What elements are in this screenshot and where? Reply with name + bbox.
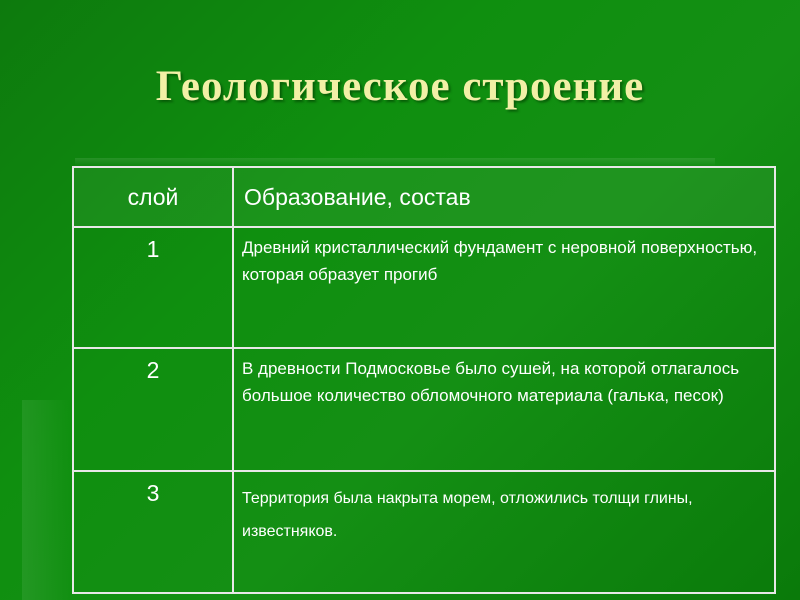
header-formation: Образование, состав	[233, 167, 775, 227]
layer-number: 2	[73, 348, 233, 471]
table-header-row	[73, 167, 775, 227]
layer-description: В древности Подмосковье было сушей, на которой отлагалось большое количество обломочного материала (галька, песок)	[233, 348, 775, 471]
table-row	[73, 348, 775, 471]
decorative-stripe-top	[75, 158, 715, 166]
geology-table	[72, 166, 776, 594]
table-row	[73, 227, 775, 348]
decorative-stripe-left	[22, 400, 72, 600]
layer-description: Территория была накрыта морем, отложились толщи глины, известняков.	[233, 471, 775, 593]
layer-description: Древний кристаллический фундамент с неровной поверхностью, которая образует прогиб	[233, 227, 775, 348]
header-layer: слой	[73, 167, 233, 227]
slide-title: Геологическое строение	[155, 63, 645, 110]
layer-number: 3	[73, 471, 233, 593]
table-row	[73, 471, 775, 593]
layer-number: 1	[73, 227, 233, 348]
